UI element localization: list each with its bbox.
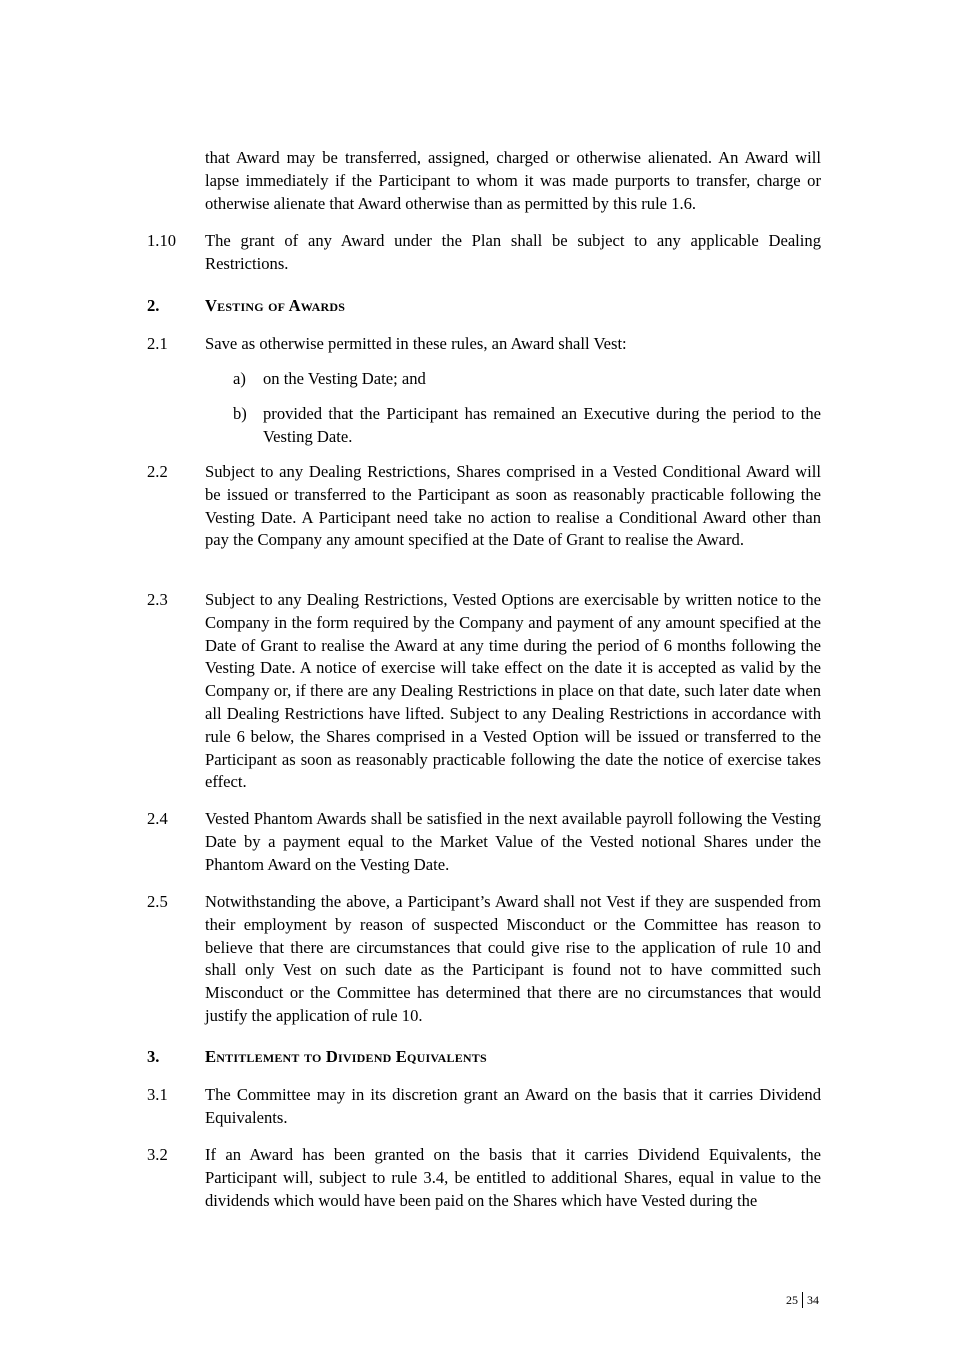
section-number: 2. [147, 296, 160, 315]
section-heading: Vesting of Awards [205, 296, 346, 315]
clause-number: 2.4 [147, 809, 168, 828]
section-heading: Entitlement to Dividend Equivalents [205, 1047, 487, 1066]
clause-number: 2.3 [147, 590, 168, 609]
page-separator [802, 1292, 803, 1308]
clause-number: 2.5 [147, 892, 168, 911]
clause-text: Save as otherwise permitted in these rules, an Award shall Vest: [205, 334, 627, 353]
page-number [786, 1292, 819, 1308]
clause-number: 3.2 [147, 1145, 168, 1164]
current-page: 25 [786, 1293, 798, 1307]
clause-text: Notwithstanding the above, a Participant’s Award shall not Vest if they are suspended from their employment by reason of suspected Misconduct or the Committee has reason to believe that there are circumstances that could give rise to the application of rule 10 and shall only Vest on such date as the Participant is found not to have committed such Misconduct or the Committee has determined that there are no circumstances that would justify the application of rule 10. [205, 892, 821, 1025]
sub-item-label: b) [233, 404, 247, 423]
clause-number: 1.10 [147, 231, 177, 250]
clause-number: 3.1 [147, 1085, 168, 1104]
clause-text: Subject to any Dealing Restrictions, Shares comprised in a Vested Conditional Award will be issued or transferred to the Participant as soon as reasonably practicable following the Vesting Date. A Participant need take no action to realise a Conditional Award other than pay the Company any amount specified at the Date of Grant to realise the Award. [205, 462, 821, 550]
clause-text: Subject to any Dealing Restrictions, Vested Options are exercisable by written notice to the Company in the form required by the Company and payment of any amount specified at the Date of Grant to realise the Award at any time during the period of 6 months following the Vesting Date. A notice of exercise will take effect on the date it is accepted as valid by the Company or, if there are any Dealing Restrictions in place on that date, such later date when all Dealing Restrictions have lifted. Subject to any Dealing Restrictions in accordance with rule 6 below, the Shares comprised in a Vested Option will be issued or transferred to the Participant as soon as reasonably practicable following the date the notice of exercise takes effect. [205, 590, 821, 792]
clause-text: The grant of any Award under the Plan shall be subject to any applicable Dealing Restrictions. [205, 231, 821, 273]
sub-item-label: a) [233, 369, 246, 388]
section-number: 3. [147, 1047, 160, 1066]
total-pages: 34 [807, 1293, 819, 1307]
clause-number: 2.1 [147, 334, 168, 353]
clause-text: The Committee may in its discretion grant an Award on the basis that it carries Dividend Equivalents. [205, 1085, 821, 1127]
clause-text: If an Award has been granted on the basis that it carries Dividend Equivalents, the Participant will, subject to rule 3.4, be entitled to additional Shares, equal in value to the dividends which would have been paid on the Shares which have Vested during the [205, 1145, 821, 1210]
continuation-paragraph: that Award may be transferred, assigned, charged or otherwise alienated. An Award will lapse immediately if the Participant to whom it was made purports to transfer, charge or otherwise alienate that Award otherwise than as permitted by this rule 1.6. [205, 148, 821, 213]
sub-item-text: on the Vesting Date; and [263, 369, 426, 388]
sub-item-text: provided that the Participant has remained an Executive during the period to the Vesting Date. [263, 404, 821, 446]
clause-number: 2.2 [147, 462, 168, 481]
clause-text: Vested Phantom Awards shall be satisfied in the next available payroll following the Vesting Date by a payment equal to the Market Value of the Vested notional Shares under the Phantom Award on the Vesting Date. [205, 809, 821, 874]
